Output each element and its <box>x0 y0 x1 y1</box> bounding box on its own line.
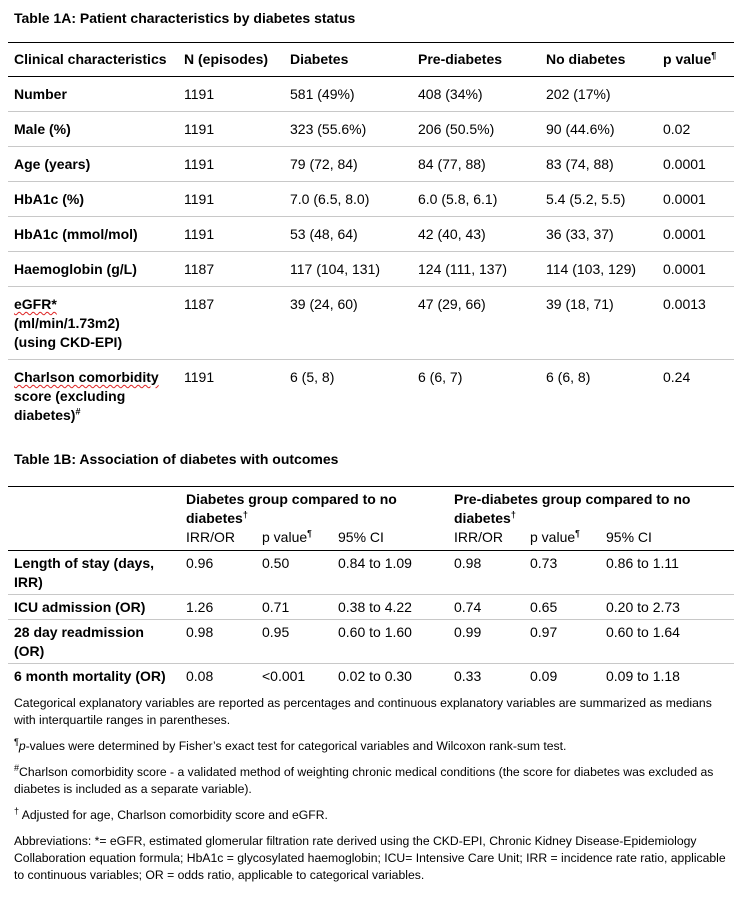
cell-prediabetes: 84 (77, 88) <box>418 156 486 172</box>
col-header-diabetes: Diabetes <box>290 51 349 67</box>
cell-diabetes: 7.0 (6.5, 8.0) <box>290 191 370 207</box>
cell-n: 1187 <box>184 296 215 312</box>
table-row <box>8 551 734 595</box>
cell-g2-irr: 0.99 <box>454 624 482 640</box>
cell-g1-p: 0.95 <box>262 624 290 640</box>
subheader-irr-or: IRR/OR <box>186 529 235 545</box>
cell-g1-p: <0.001 <box>262 668 306 684</box>
row-label: 28 day readmission (OR) <box>14 624 144 659</box>
cell-prediabetes: 206 (50.5%) <box>418 121 495 137</box>
note-charlson: #Charlson comorbidity score - a validated method of weighting chronic medical conditions (the score for diabetes was excluded as diabetes is included as a separate variable). <box>14 762 714 796</box>
row-label: eGFR* (ml/min/1.73m2) (using CKD-EPI) <box>14 296 123 350</box>
cell-no-diabetes: 202 (17%) <box>546 86 611 102</box>
cell-prediabetes: 6.0 (5.8, 6.1) <box>418 191 498 207</box>
note-abbreviations: Abbreviations: *= eGFR, estimated glomerular filtration rate derived using the CKD-EPI, Chronic Kidney Disease-Epidemiology Collaboration equation formula; HbA1c = glycosylated haemoglobin; ICU= Intensive Care Unit; IRR = incidence rate ratio, applicable to continuous variables; OR = odds ratio, applicable to categorical variables. <box>14 834 726 882</box>
cell-diabetes: 581 (49%) <box>290 86 355 102</box>
group-header-diabetes: Diabetes group compared to no diabetes† <box>186 491 397 526</box>
subheader-ci: 95% CI <box>338 529 384 545</box>
note-pvalues: ¶p-values were determined by Fisher’s exact test for categorical variables and Wilcoxon rank-sum test. <box>14 736 567 753</box>
row-label: Length of stay (days, IRR) <box>14 555 155 590</box>
row-label: Age (years) <box>14 156 91 172</box>
table-1a-title: Table 1A: Patient characteristics by diabetes status <box>14 10 356 26</box>
row-label: Charlson comorbidity score (excluding diabetes)# <box>14 369 159 423</box>
table-header-row <box>8 43 734 77</box>
cell-g1-ci: 0.02 to 0.30 <box>338 668 412 684</box>
row-label: Haemoglobin (g/L) <box>14 261 137 277</box>
note-adjusted: † Adjusted for age, Charlson comorbidity score and eGFR. <box>14 805 328 822</box>
table-row <box>8 112 734 147</box>
table-row <box>8 77 734 112</box>
cell-no-diabetes: 90 (44.6%) <box>546 121 615 137</box>
cell-n: 1191 <box>184 156 215 172</box>
cell-g1-ci: 0.38 to 4.22 <box>338 599 412 615</box>
cell-g1-p: 0.50 <box>262 555 290 571</box>
cell-g2-p: 0.09 <box>530 668 558 684</box>
table-row <box>8 217 734 252</box>
group-header-prediabetes: Pre-diabetes group compared to no diabetes† <box>454 491 691 526</box>
cell-g2-p: 0.65 <box>530 599 558 615</box>
table-row <box>8 287 734 360</box>
cell-g1-irr: 0.96 <box>186 555 214 571</box>
cell-no-diabetes: 36 (33, 37) <box>546 226 614 242</box>
cell-g2-ci: 0.20 to 2.73 <box>606 599 680 615</box>
cell-g1-irr: 0.08 <box>186 668 214 684</box>
cell-p-value: 0.0013 <box>663 296 706 312</box>
cell-p-value: 0.24 <box>663 369 691 385</box>
col-header-no-diabetes: No diabetes <box>546 51 626 67</box>
cell-diabetes: 6 (5, 8) <box>290 369 335 385</box>
cell-p-value: 0.0001 <box>663 191 706 207</box>
cell-p-value: 0.0001 <box>663 226 706 242</box>
col-header-prediabetes: Pre-diabetes <box>418 51 503 67</box>
cell-diabetes: 39 (24, 60) <box>290 296 358 312</box>
row-label: HbA1c (%) <box>14 191 85 207</box>
cell-prediabetes: 124 (111, 137) <box>418 261 507 277</box>
row-label: ICU admission (OR) <box>14 599 146 615</box>
cell-n: 1191 <box>184 226 215 242</box>
cell-no-diabetes: 83 (74, 88) <box>546 156 614 172</box>
cell-n: 1191 <box>184 191 215 207</box>
subheader-irr-or: IRR/OR <box>454 529 503 545</box>
cell-g2-ci: 0.09 to 1.18 <box>606 668 680 684</box>
cell-n: 1187 <box>184 261 215 277</box>
cell-g2-p: 0.97 <box>530 624 558 640</box>
cell-n: 1191 <box>184 86 215 102</box>
cell-n: 1191 <box>184 121 215 137</box>
cell-p-value: 0.0001 <box>663 261 706 277</box>
subheader-p-value: p value¶ <box>262 528 312 545</box>
cell-g2-irr: 0.74 <box>454 599 482 615</box>
cell-g2-irr: 0.98 <box>454 555 482 571</box>
cell-diabetes: 79 (72, 84) <box>290 156 358 172</box>
subheader-ci: 95% CI <box>606 529 652 545</box>
patient-characteristics-table <box>8 42 734 432</box>
cell-diabetes: 117 (104, 131) <box>290 261 381 277</box>
row-label: Number <box>14 86 67 102</box>
table-row <box>8 147 734 182</box>
row-label: HbA1c (mmol/mol) <box>14 226 138 242</box>
table-row <box>8 360 734 433</box>
cell-prediabetes: 6 (6, 7) <box>418 369 463 385</box>
cell-g2-irr: 0.33 <box>454 668 482 684</box>
cell-g1-p: 0.71 <box>262 599 290 615</box>
cell-p-value: 0.02 <box>663 121 691 137</box>
cell-n: 1191 <box>184 369 215 385</box>
cell-g2-ci: 0.86 to 1.11 <box>606 555 679 571</box>
cell-g1-ci: 0.84 to 1.09 <box>338 555 412 571</box>
outcomes-table <box>8 486 734 688</box>
row-label: 6 month mortality (OR) <box>14 668 166 684</box>
col-header-characteristics: Clinical characteristics <box>14 51 167 67</box>
col-header-n: N (episodes) <box>184 51 269 67</box>
cell-prediabetes: 42 (40, 43) <box>418 226 486 242</box>
cell-no-diabetes: 39 (18, 71) <box>546 296 614 312</box>
subheader-p-value: p value¶ <box>530 528 580 545</box>
group-header-row <box>8 487 734 529</box>
note-categorical: Categorical explanatory variables are reported as percentages and continuous explanatory variables are summarized as medians with interquartile ranges in parentheses. <box>14 696 712 727</box>
cell-prediabetes: 408 (34%) <box>418 86 483 102</box>
cell-no-diabetes: 6 (6, 8) <box>546 369 591 385</box>
table-1b-title: Table 1B: Association of diabetes with outcomes <box>14 451 339 467</box>
cell-g2-p: 0.73 <box>530 555 558 571</box>
subheader-row <box>8 528 734 551</box>
cell-p-value: 0.0001 <box>663 156 706 172</box>
cell-prediabetes: 47 (29, 66) <box>418 296 486 312</box>
table-row <box>8 620 734 664</box>
cell-g2-ci: 0.60 to 1.64 <box>606 624 680 640</box>
cell-p-value <box>657 77 734 112</box>
table-row <box>8 664 734 689</box>
cell-diabetes: 53 (48, 64) <box>290 226 358 242</box>
footnotes <box>14 695 727 884</box>
row-label: Male (%) <box>14 121 71 137</box>
cell-no-diabetes: 5.4 (5.2, 5.5) <box>546 191 626 207</box>
col-header-p-value: p value¶ <box>663 50 717 67</box>
table-row <box>8 182 734 217</box>
cell-g1-ci: 0.60 to 1.60 <box>338 624 412 640</box>
cell-g1-irr: 0.98 <box>186 624 214 640</box>
cell-no-diabetes: 114 (103, 129) <box>546 261 637 277</box>
cell-diabetes: 323 (55.6%) <box>290 121 367 137</box>
table-row <box>8 595 734 620</box>
table-row <box>8 252 734 287</box>
cell-g1-irr: 1.26 <box>186 599 214 615</box>
